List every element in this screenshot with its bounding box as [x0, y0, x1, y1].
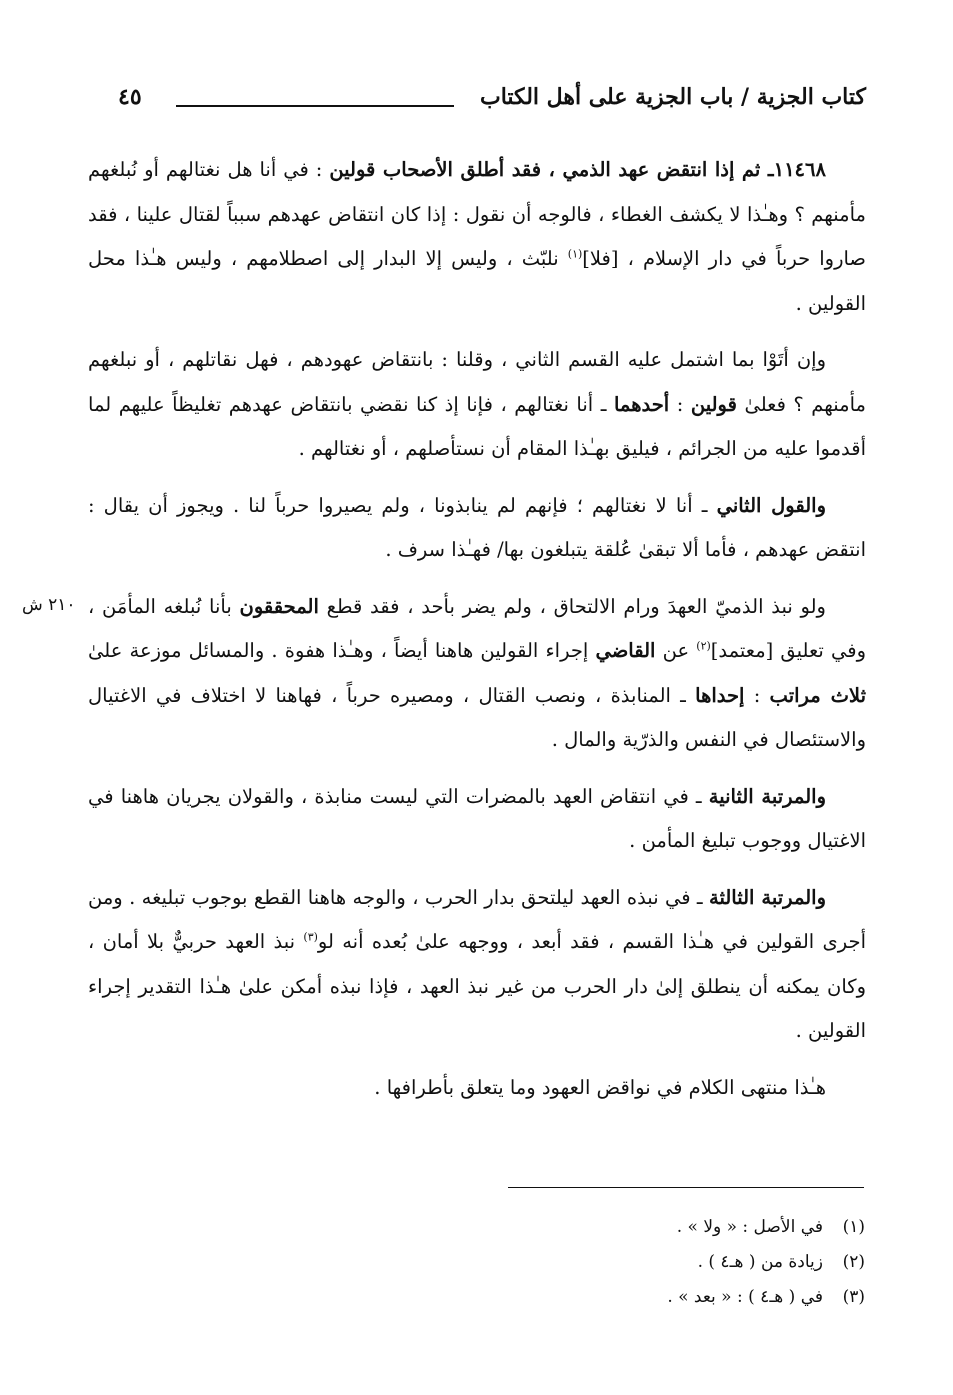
- paragraph-5: [88, 775, 866, 864]
- paragraph-text: : في أنا هل نغتالهم أو نُبلغهم مأمنهم ؟ وهـٰذا لا يكشف الغطاء ، فالوجه أن نقول : إذا كان انتقاض عهدهم سبباً لقتال علينا ، فقد صاروا حرباً في دار الإسلام ، [فلا]: [88, 158, 866, 270]
- footnote-number: (٣): [842, 1287, 865, 1307]
- paragraph-2: [88, 338, 866, 472]
- paragraph-1: [88, 148, 866, 326]
- bold-term: القاضي: [595, 639, 656, 662]
- margin-page-marker: ٢١٠ ش: [22, 595, 76, 615]
- paragraph-text: ـ أنا لا نغتالهم ؛ فإنهم لم ينابذونا ، ولم يصيروا حرباً لنا . ويجوز أن يقال : انتقض عهدهم ، فأما ألا تبقىٰ عُلقة يتبلغون بها/ فهـٰذا سرف .: [88, 493, 866, 561]
- footnote-number: (١): [842, 1217, 865, 1237]
- footnote-3: [365, 1280, 865, 1315]
- header-rule: [176, 105, 454, 107]
- footnote-ref-1: (١): [567, 247, 583, 261]
- footnote-ref-3: (٣): [303, 930, 318, 944]
- bold-term: والقول الثاني: [716, 493, 826, 517]
- bold-term: أحدهما: [613, 392, 670, 416]
- footnote-text: في الأصل : « ولا » .: [676, 1217, 823, 1237]
- paragraph-text: عن: [655, 639, 697, 662]
- paragraph-number: ١١٤٦٨ـ ثم إذا انتقض عهد الذمي ، فقد أطلق: [452, 158, 826, 181]
- body-text: [88, 148, 866, 1122]
- paragraph-text: ـ المنابذة ، ونصب القتال ، ومصيره حرباً ، فهاهنا لا اختلاف في الاغتيال والاستئصال في النفس والذرّية والمال .: [88, 683, 866, 751]
- footnote-ref-2: (٢): [696, 639, 711, 653]
- paragraph-text: ولو نبذ الذميّ العهدَ ورام الالتحاق ، ولم يضر بأحد ، فقد قطع: [318, 594, 826, 618]
- paragraph-text: ـ أنا نغتالهم ، فإنا إذ كنا نقضي بانتقاض عهدهم تغليظاً عليهم لما أقدموا عليه من الجرائم ، فيليق بهـٰذا المقام أن نستأصلهم ، أو نغتالهم .: [88, 392, 866, 460]
- page-header: [118, 84, 866, 130]
- bold-term: قولين: [690, 392, 737, 416]
- bold-term: والمرتبة الثالثة: [709, 885, 826, 909]
- page-number: ٤٥: [118, 84, 142, 110]
- paragraph-text: وإن أتَوْا بما اشتمل عليه القسم الثاني ، وقلنا : بانتقاض عهودهم ، فهل نقاتلهم ، أو نبلغهم مأمنهم ؟ فعلىٰ: [88, 348, 866, 416]
- bold-term: إحداها: [695, 683, 745, 707]
- paragraph-6: [88, 876, 866, 1054]
- paragraph-text: ـ في انتقاض العهد بالمضرات التي ليست منابذة ، والقولان يجريان هاهنا في الاغتيال ووجوب تبليغ المأمن .: [88, 784, 866, 852]
- paragraph-3: [88, 484, 866, 573]
- paragraph-7: هـٰذا منتهى الكلام في نواقض العهود وما يتعلق بأطرافها .: [374, 1075, 826, 1099]
- paragraph-4: [88, 585, 866, 763]
- footnote-text: في ( هـ٤ ) : « بعد » .: [667, 1287, 823, 1307]
- paragraph-text: ـ في نبذه العهد ليلتحق بدار الحرب ، والوجه هاهنا القطع بوجوب تبليغه . ومن أجرى القولين في هـٰذا القسم ، فقد أبعد ، ووجهه علىٰ بُعده أنه لو: [88, 885, 867, 953]
- footnote-number: (٢): [842, 1252, 865, 1272]
- footnote-2: [365, 1245, 865, 1280]
- bold-term: ثلاث مراتب: [769, 683, 866, 707]
- footnotes: [365, 1210, 865, 1315]
- paragraph-text: بأنا نُبلغه المأمَن ، وفي تعليق [معتمد]: [88, 594, 866, 662]
- footnote-separator: [508, 1187, 864, 1188]
- paragraph-text: إجراء القولين هاهنا أيضاً ، وهـٰذا هفوة . والمسائل موزعة علىٰ: [88, 639, 596, 662]
- paragraph-text: نبذ العهد حربيٌّ بلا أمان ، وكان يمكنه أن ينطلق إلىٰ دار الحرب من غير نبذ العهد ، فإذا نبذه أمكن علىٰ هـٰذا التقدير إجراء القولين .: [88, 930, 866, 1042]
- bold-term: المحققون: [239, 594, 319, 618]
- bold-term: الأصحاب قولين: [329, 158, 453, 181]
- footnote-text: زيادة من ( هـ٤ ) .: [697, 1252, 823, 1272]
- paragraph-text: نلبّث ، وليس إلا البدار إلى اصطلامهم ، وليس هـٰذا محل القولين .: [88, 247, 866, 315]
- footnote-1: [365, 1210, 865, 1245]
- paragraph-text: :: [744, 683, 770, 707]
- running-title: كتاب الجزية / باب الجزية على أهل الكتاب: [480, 84, 866, 110]
- bold-term: والمرتبة الثانية: [708, 784, 826, 808]
- paragraph-text: :: [669, 392, 691, 416]
